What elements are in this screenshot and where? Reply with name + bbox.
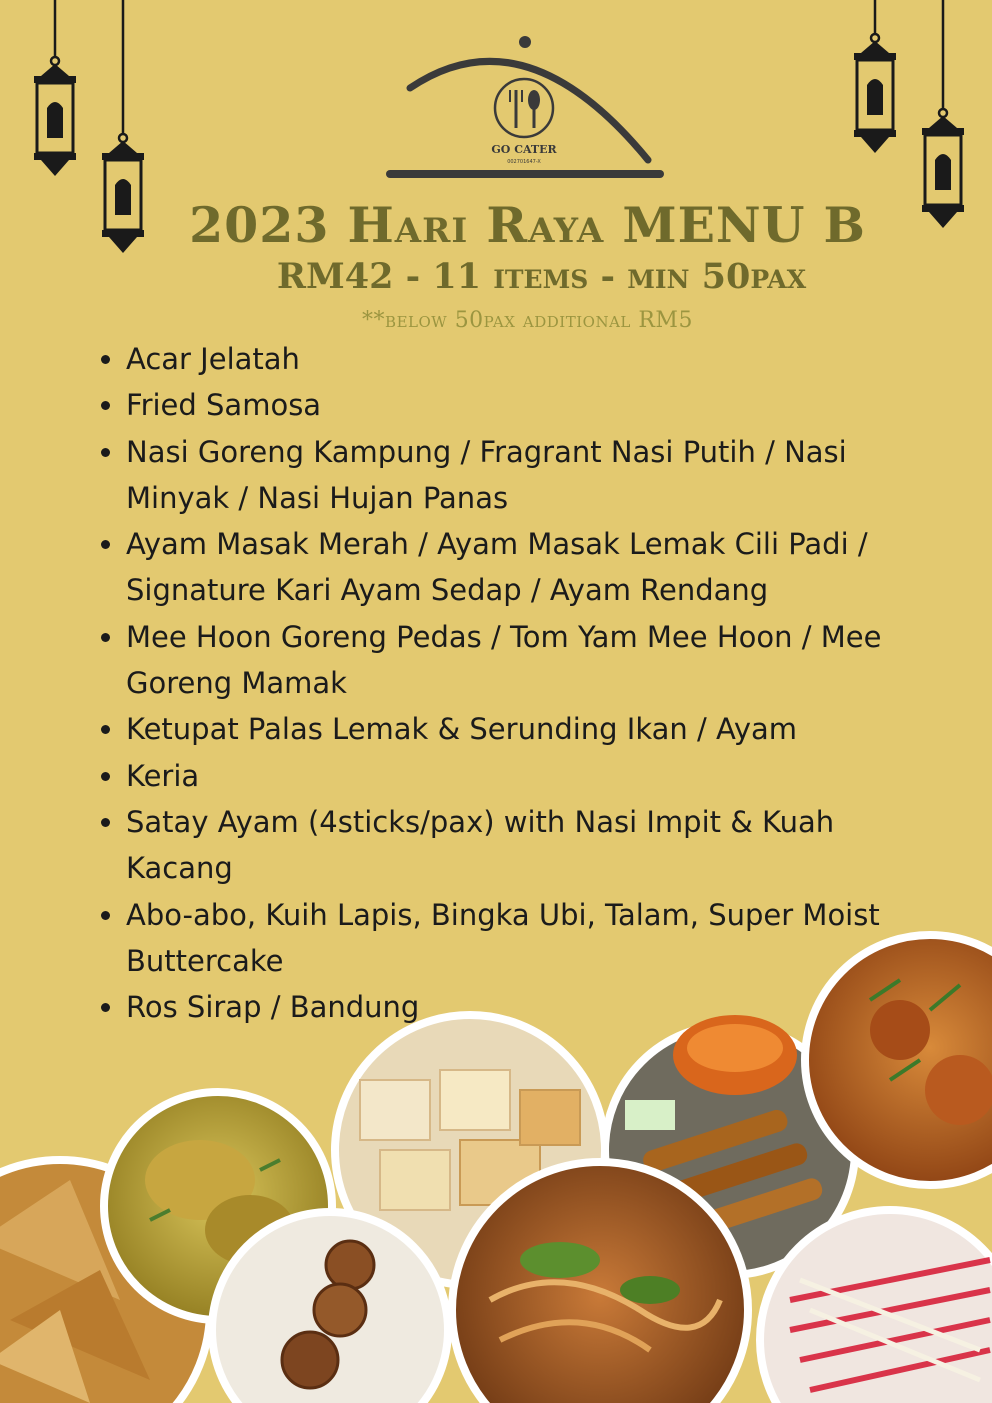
menu-item: Satay Ayam (4sticks/pax) with Nasi Impit & Kuah Kacang [98, 799, 908, 892]
food-photo-collage [0, 880, 992, 1403]
cloche-icon [380, 30, 670, 190]
menu-item: Fried Samosa [98, 382, 908, 428]
menu-item: Keria [98, 753, 908, 799]
hanging-lantern-icon [846, 0, 904, 160]
menu-item: Ros Sirap / Bandung [98, 984, 908, 1030]
logo-subtext: 002701647-X [507, 159, 541, 165]
surcharge-note: **below 50pax additional RM5 [362, 308, 693, 333]
cutlery-icon [495, 79, 553, 137]
hanging-lantern-icon [26, 0, 84, 185]
menu-item: Acar Jelatah [98, 336, 908, 382]
logo-text: GO CATER [491, 143, 557, 156]
page-title: 2023 Hari Raya MENU B [189, 196, 866, 254]
price-subtitle: RM42 - 11 items - min 50pax [276, 256, 807, 297]
menu-item: Ketupat Palas Lemak & Serunding Ikan / Ayam [98, 706, 908, 752]
photo-keria [212, 1212, 448, 1403]
menu-item: Mee Hoon Goreng Pedas / Tom Yam Mee Hoon / Mee Goreng Mamak [98, 614, 908, 707]
menu-item: Ayam Masak Merah / Ayam Masak Lemak Cili Padi / Signature Kari Ayam Sedap / Ayam Rendang [98, 521, 908, 614]
menu-item: Nasi Goreng Kampung / Fragrant Nasi Putih / Nasi Minyak / Nasi Hujan Panas [98, 429, 908, 522]
menu-item: Abo-abo, Kuih Lapis, Bingka Ubi, Talam, Super Moist Buttercake [98, 892, 908, 985]
